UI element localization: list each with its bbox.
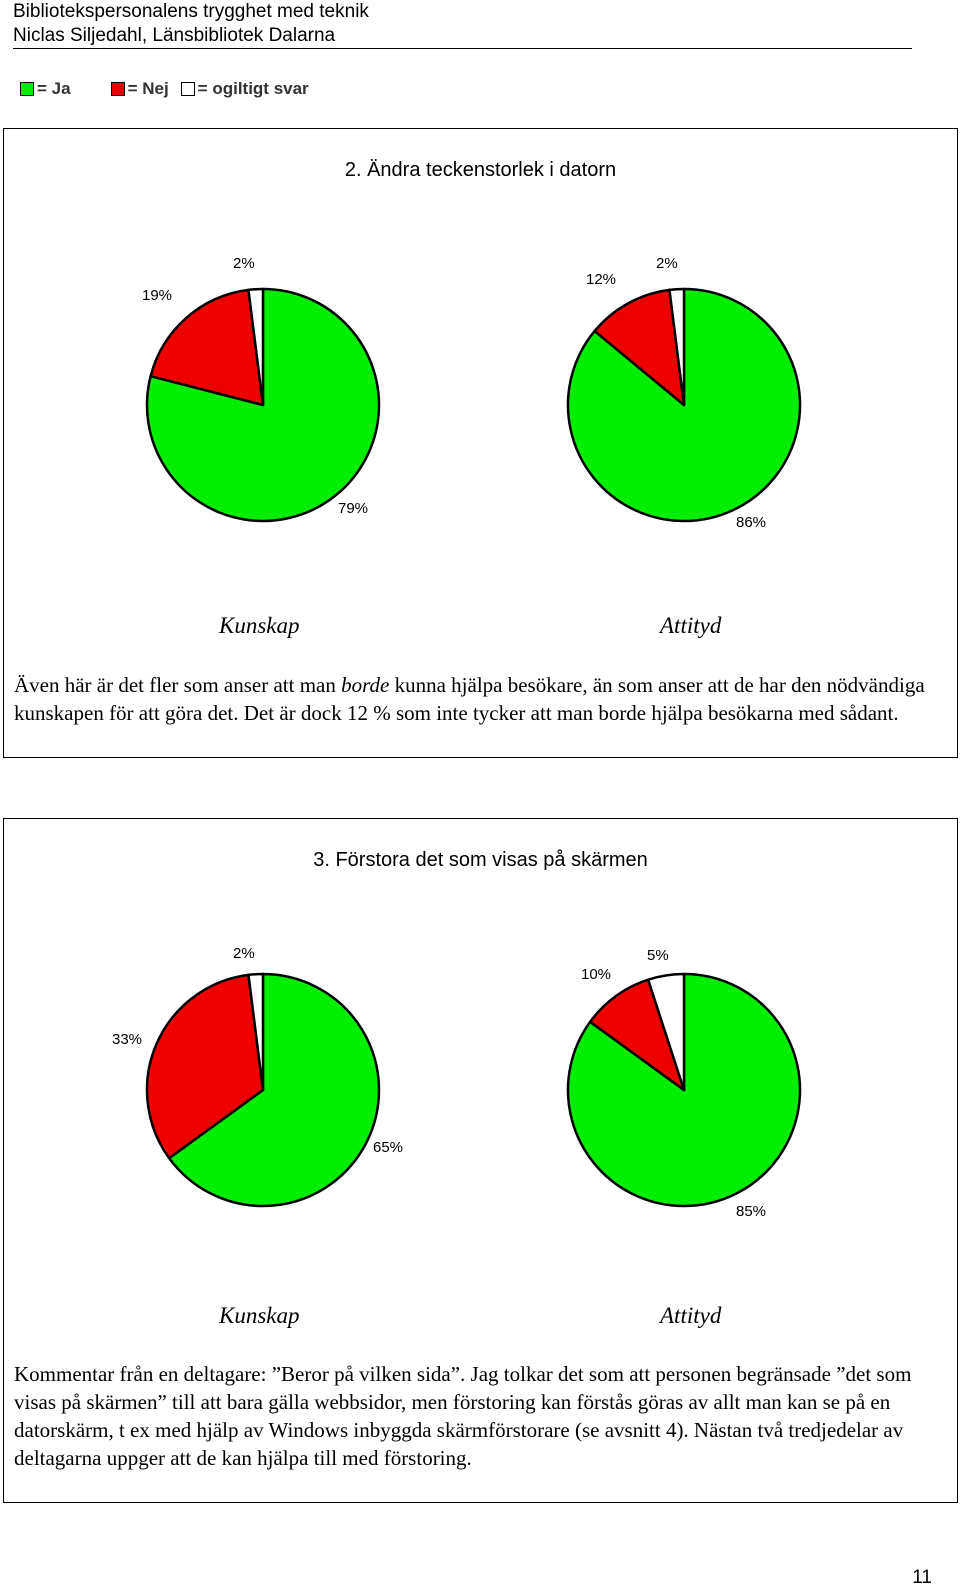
pie-label-nej: 12% bbox=[586, 271, 617, 288]
pie-label-ogiltigt: 2% bbox=[233, 945, 255, 962]
pie-label-ja: 79% bbox=[338, 500, 369, 517]
section-paragraph bbox=[14, 671, 949, 727]
header-title: Bibliotekspersonalens trygghet med teknik bbox=[13, 1, 369, 22]
legend-item-nej bbox=[111, 79, 169, 99]
legend-swatch-nej bbox=[111, 82, 125, 96]
paragraph-text-start: Även här är det fler som anser att man bbox=[14, 673, 342, 697]
section-paragraph: Kommentar från en deltagare: ”Beror på vilken sida”. Jag tolkar det som att personen begränsade ”det som visas på skärmen” till att bara gälla webbsidor, men förstoring kan förstås göras av allt man kan se på en datorskärm, t ex med hjälp av Windows inbyggda skärmförstorare (se avsnitt 4). Nästan två tredjedelar av deltagarna uppger att de kan hjälpa till med förstoring. bbox=[14, 1362, 912, 1470]
pie-label-nej: 33% bbox=[112, 1031, 143, 1048]
pie-label-nej: 10% bbox=[581, 966, 612, 983]
pie-chart-attityd bbox=[564, 285, 804, 525]
page-number: 11 bbox=[912, 1567, 932, 1588]
pie-label-nej: 19% bbox=[142, 287, 173, 304]
legend-swatch-ja bbox=[20, 82, 34, 96]
pie-label-ogiltigt: 5% bbox=[647, 947, 669, 964]
pie-label-ja: 85% bbox=[736, 1203, 767, 1220]
section-box-3 bbox=[3, 818, 958, 1503]
legend-item-ja bbox=[20, 79, 71, 99]
pie-chart-kunskap bbox=[143, 285, 383, 525]
section-title: 3. Förstora det som visas på skärmen bbox=[313, 849, 648, 871]
legend bbox=[20, 78, 313, 100]
section-title: 2. Ändra teckenstorlek i datorn bbox=[344, 159, 617, 181]
pie-label-ja: 65% bbox=[373, 1139, 404, 1156]
chart-caption-attityd: Attityd bbox=[660, 1303, 722, 1328]
legend-label-ja: = Ja bbox=[37, 79, 71, 98]
paragraph-text-end: kunna hjälpa besökare, än som anser att de har den nödvändiga kunskapen för att göra det. Det är dock 12 % som inte tycker att man borde hjälpa besökarna med sådant. bbox=[14, 673, 925, 725]
legend-label-nej: = Nej bbox=[127, 79, 169, 98]
section-box-2 bbox=[3, 128, 958, 758]
pie-label-ogiltigt: 2% bbox=[656, 255, 678, 272]
chart-caption-kunskap: Kunskap bbox=[219, 613, 300, 638]
pie-chart-kunskap bbox=[143, 970, 383, 1210]
pie-label-ja: 86% bbox=[736, 514, 767, 531]
header-divider bbox=[13, 48, 912, 49]
legend-item-ogiltigt bbox=[181, 79, 309, 99]
paragraph-emphasis: borde bbox=[341, 673, 390, 697]
chart-caption-attityd: Attityd bbox=[660, 613, 722, 638]
pie-chart-attityd bbox=[564, 970, 804, 1210]
header-author: Niclas Siljedahl, Länsbibliotek Dalarna bbox=[13, 25, 336, 46]
chart-caption-kunskap: Kunskap bbox=[219, 1303, 300, 1328]
legend-swatch-ogiltigt bbox=[181, 82, 195, 96]
legend-label-ogiltigt: = ogiltigt svar bbox=[197, 79, 309, 98]
document-header bbox=[13, 0, 913, 48]
pie-label-ogiltigt: 2% bbox=[233, 255, 255, 272]
